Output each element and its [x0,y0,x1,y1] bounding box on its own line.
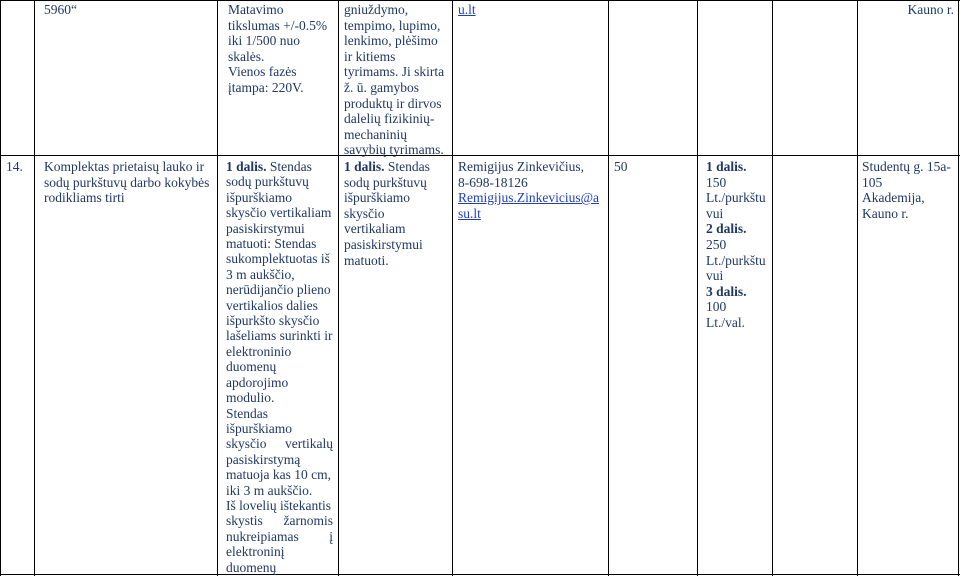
quantity: 50 [614,159,628,174]
part-label: 1 dalis. [344,159,385,174]
prices: 1 dalis. 150 Lt./purkštu vui 2 dalis. 250 Lt./purkštu vui 3 dalis. 100 Lt./val. [706,159,766,330]
row-divider [0,574,960,575]
top-row-name: 5960“ [44,2,77,17]
equipment-description: 1 dalis. Stendas sodų purkštuvų išpurškiamo skysčio vertikaliam pasiskirstymui matuoti: Stendas sukomplektuotas iš 3 m aukščio, nerūdijančio plieno vertikalios dalies išpurkšto skysčio lašeliams surinkti ir elektroninio duomenų apdorojimo modulio. Stendas išpurškiamo skysčio vertikalų pasiskirstymą matuoja kas 10 cm, iki 3 m aukščio. Iš lovelių ištekantis skystis žarnomis nukreipiamas į elektroninį duomenų [226,159,333,575]
col-divider [0,0,1,576]
part-label: 1 dalis. [706,159,747,174]
row-number: 14. [6,159,23,174]
location: Studentų g. 15a- 105 Akademija, Kauno r. [862,159,951,221]
part-label: 1 dalis. [226,159,267,174]
equipment-name: Komplektas prietaisų lauko ir sodų purkštuvų darbo kokybės rodikliams tirti [44,159,210,206]
top-row-purpose: gniuždymo, tempimo, lupimo, lenkimo, plėšimo ir kitiems tyrimams. Ji skirta ž. ū. gamybos produktų ir dirvos dalelių fizikinių- mechaninių savybių tyrimams. [344,2,445,158]
part-label: 3 dalis. [706,283,747,299]
col-divider [34,0,35,576]
email-link[interactable]: Remigijus.Zinkevicius@a [458,190,600,206]
col-divider [217,0,218,576]
col-divider [772,0,773,576]
top-row-contact [458,2,476,18]
top-row-accuracy: Matavimo tikslumas +/-0.5% iki 1/500 nuo skalės. Vienos fazės įtampa: 220V. [228,2,328,95]
col-divider [608,0,609,576]
part-label: 2 dalis. [706,221,747,237]
email-link[interactable]: u.lt [458,2,476,17]
contact-person: Remigijus Zinkevičius, 8-698-18126 Remigijus.Zinkevicius@a su.lt [458,159,600,221]
col-divider [857,0,858,576]
row-divider [0,155,960,156]
col-divider [338,0,339,576]
row-divider [0,0,960,1]
top-row-location: Kauno r. [907,2,954,17]
equipment-purpose: 1 dalis. Stendas sodų purkštuvų išpurškiamo skysčio vertikaliam pasiskirstymui matuoti. [344,159,430,268]
col-divider [452,0,453,576]
col-divider [697,0,698,576]
col-divider [958,0,959,576]
email-link[interactable]: su.lt [458,205,481,221]
